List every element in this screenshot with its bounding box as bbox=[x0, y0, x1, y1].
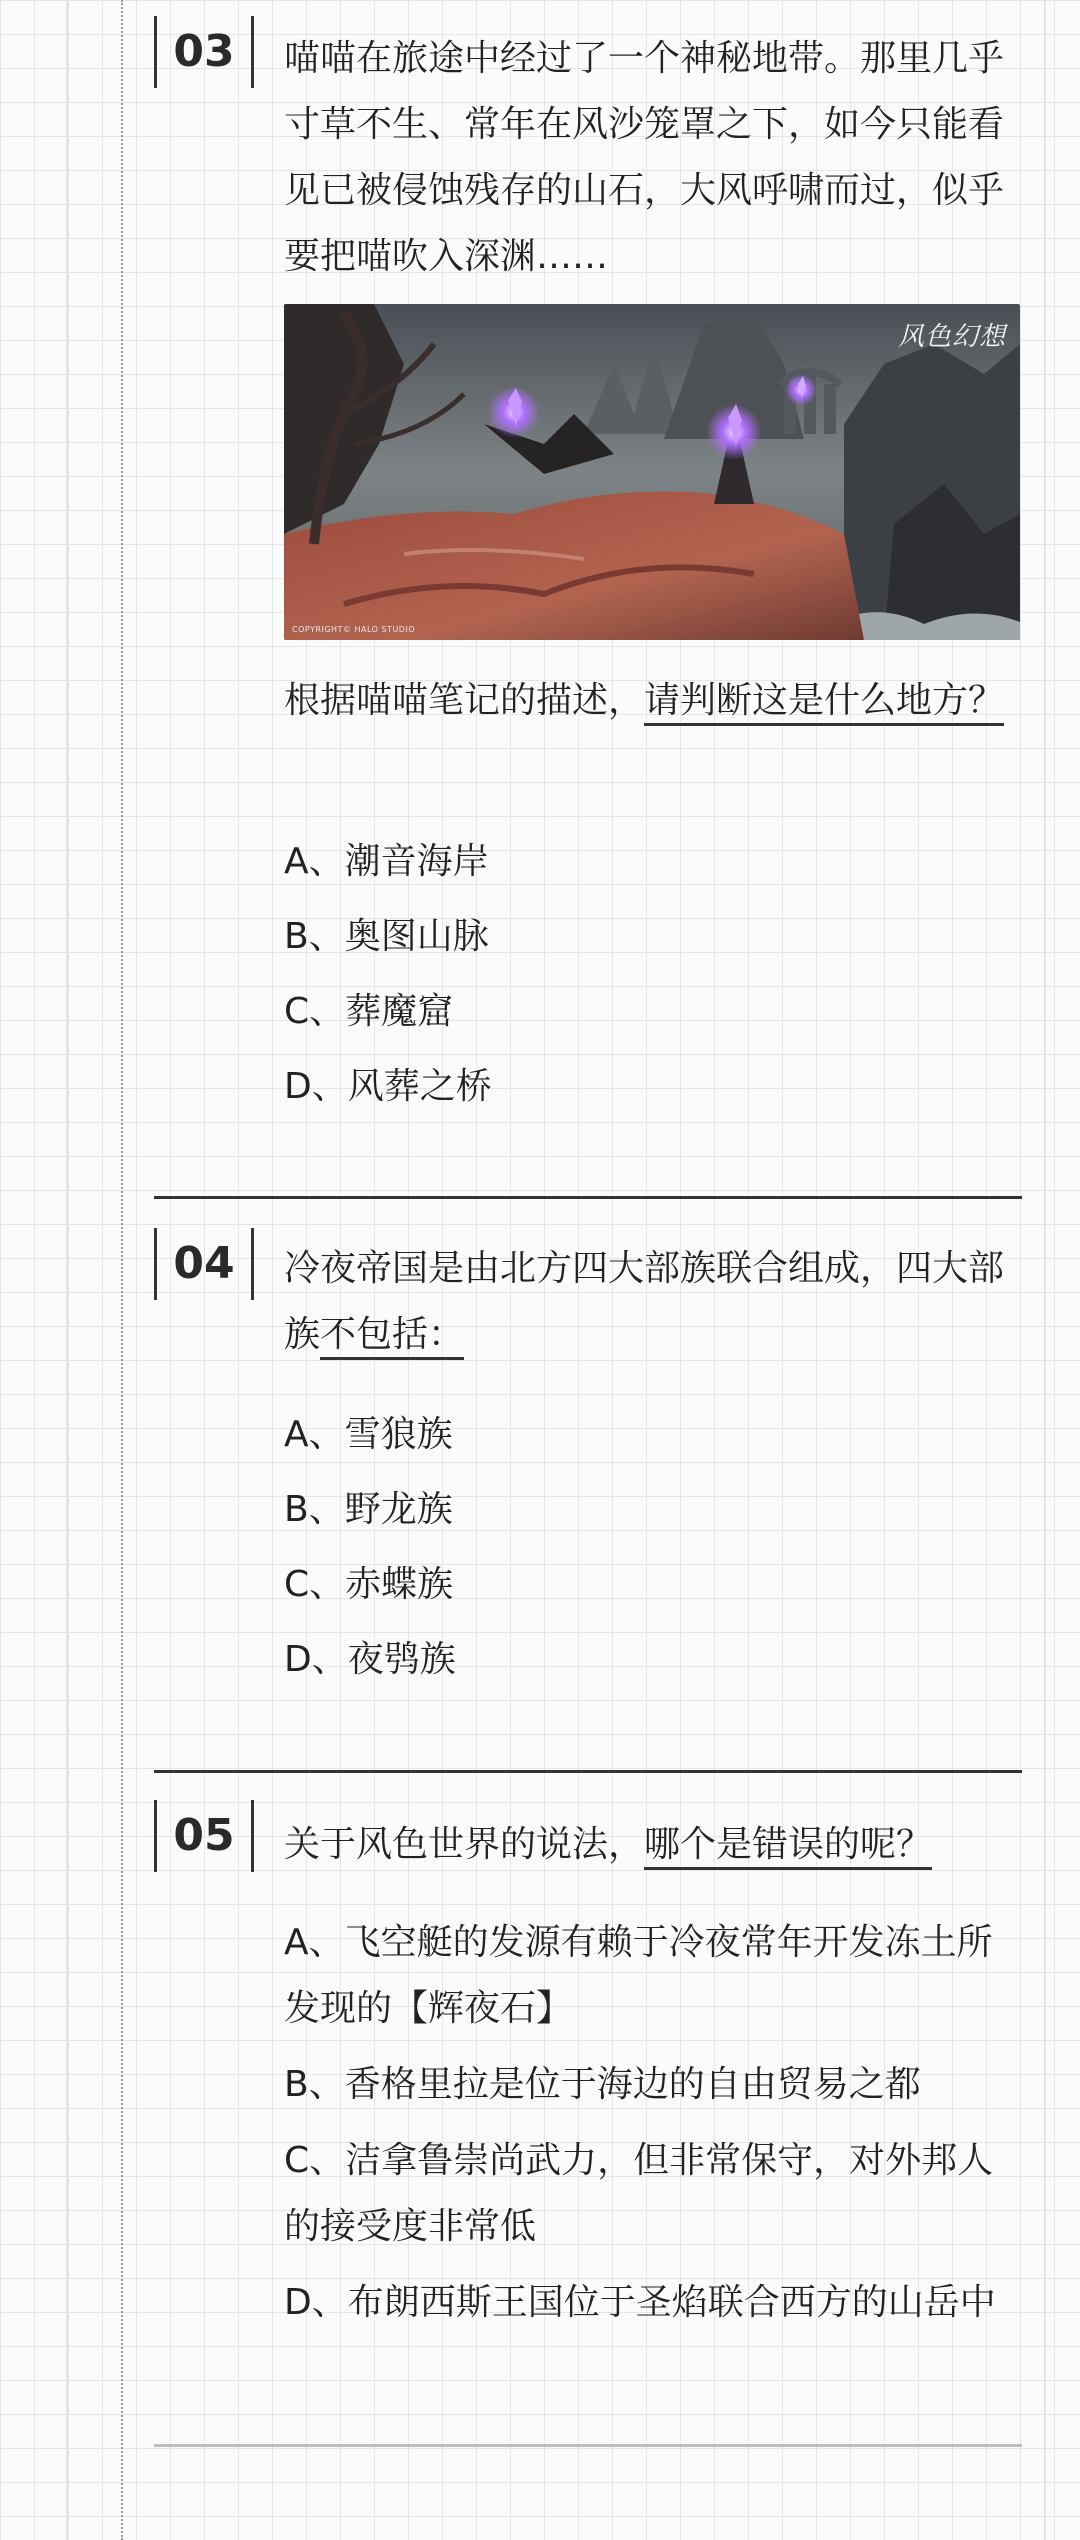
option-b[interactable]: B、奥图山脉 bbox=[284, 916, 489, 957]
option-d[interactable]: D、夜鸮族 bbox=[284, 1639, 456, 1680]
options-list-04 bbox=[284, 1409, 1024, 1709]
scene-illustration bbox=[284, 304, 1020, 640]
prompt-text: 根据喵喵笔记的描述， bbox=[284, 680, 645, 721]
copyright-text: COPYRIGHT© HALO STUDIO bbox=[292, 625, 416, 634]
option-d[interactable]: D、布朗西斯王国位于圣焰联合西方的山岳中 bbox=[284, 2282, 996, 2323]
option-c[interactable]: C、葬魔窟 bbox=[284, 991, 454, 1032]
question-prompt-03 bbox=[284, 668, 1024, 734]
margin-line bbox=[66, 0, 68, 2540]
section-divider bbox=[154, 2444, 1022, 2447]
option-b[interactable]: B、野龙族 bbox=[284, 1489, 453, 1530]
question-prompt-05 bbox=[284, 1812, 1024, 1878]
option-b[interactable]: B、香格里拉是位于海边的自由贸易之都 bbox=[284, 2064, 921, 2105]
game-logo: 风色幻想 bbox=[897, 322, 1006, 352]
option-d[interactable]: D、风葬之桥 bbox=[284, 1066, 492, 1107]
option-a[interactable]: A、飞空艇的发源有赖于冷夜常年开发冻土所发现的【辉夜石】 bbox=[284, 1922, 993, 2029]
question-number-05: 05 bbox=[154, 1800, 254, 1872]
option-a[interactable]: A、雪狼族 bbox=[284, 1414, 453, 1455]
section-divider bbox=[154, 1196, 1022, 1199]
option-a[interactable]: A、潮音海岸 bbox=[284, 841, 489, 882]
options-list-03 bbox=[284, 836, 1024, 1136]
margin-dotted-line bbox=[121, 0, 123, 2540]
question-text-03: 喵喵在旅途中经过了一个神秘地带。那里几乎寸草不生、常年在风沙笼罩之下，如今只能看见已被侵蚀残存的山石，大风呼啸而过，似乎要把喵吹入深渊…… bbox=[284, 38, 1005, 277]
options-list-05 bbox=[284, 1910, 1024, 2346]
prompt-text: 冷夜帝国是由北方四大部族联合组成，四大部族 bbox=[284, 1248, 1005, 1355]
option-c[interactable]: C、洁拿鲁崇尚武力，但非常保守，对外邦人的接受度非常低 bbox=[284, 2140, 994, 2247]
question-number-03: 03 bbox=[154, 16, 254, 88]
question-prompt-04 bbox=[284, 1236, 1024, 1368]
option-c[interactable]: C、赤蝶族 bbox=[284, 1564, 454, 1605]
section-divider bbox=[154, 1770, 1022, 1773]
prompt-underlined: 请判断这是什么地方？ bbox=[644, 680, 1004, 726]
prompt-text: 关于风色世界的说法， bbox=[284, 1824, 645, 1865]
prompt-underlined: 哪个是错误的呢？ bbox=[644, 1824, 932, 1870]
scene-image bbox=[284, 304, 1020, 640]
margin-line-right bbox=[1044, 0, 1046, 2540]
prompt-underlined: 不包括： bbox=[320, 1314, 464, 1360]
question-number-04: 04 bbox=[154, 1228, 254, 1300]
